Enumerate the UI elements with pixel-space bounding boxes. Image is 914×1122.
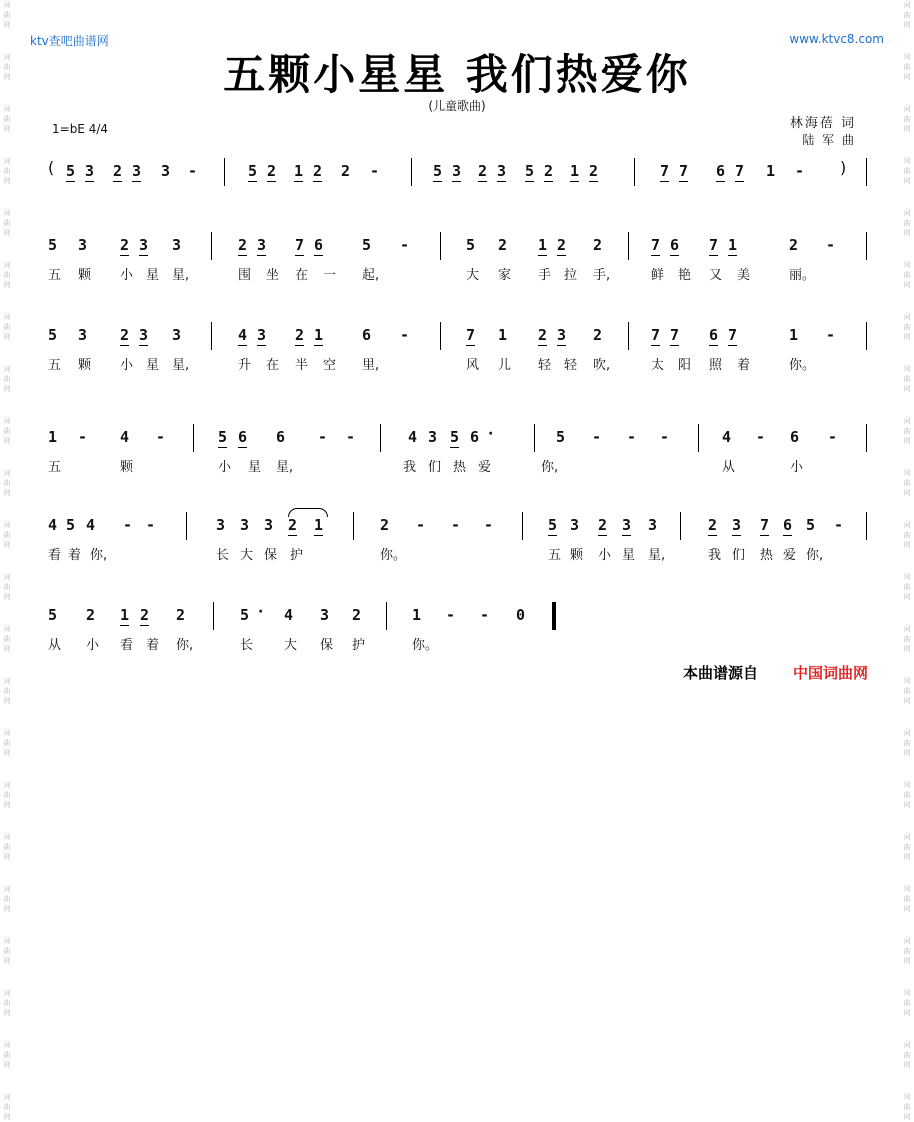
barline bbox=[224, 158, 225, 186]
barline bbox=[634, 158, 635, 186]
lyric-syllable: 五 bbox=[548, 548, 562, 563]
score-note: 5 bbox=[240, 606, 250, 624]
lyric-syllable: 照 bbox=[709, 358, 723, 373]
lyric-syllable: 大 bbox=[284, 638, 298, 653]
score-note: 7 bbox=[709, 236, 719, 254]
watermark-text: 词 曲 网 bbox=[3, 781, 11, 809]
barline bbox=[411, 158, 412, 186]
watermark-text: 词 曲 网 bbox=[3, 521, 11, 549]
lyric-syllable: 们 bbox=[428, 460, 442, 475]
lyric-syllable: 你, bbox=[806, 548, 824, 563]
note-extension: - bbox=[480, 606, 490, 624]
score-note: 5 bbox=[556, 428, 566, 446]
score-note: 2 bbox=[352, 606, 362, 624]
score-note: 2 bbox=[544, 162, 554, 180]
lyric-syllable: 阳 bbox=[678, 358, 692, 373]
lyric-syllable: 星 bbox=[146, 358, 160, 373]
lyric-syllable: 五 bbox=[48, 358, 62, 373]
lyric-syllable: 小 bbox=[120, 358, 134, 373]
note-extension: - bbox=[400, 236, 410, 254]
note-extension: - bbox=[370, 162, 380, 180]
score-note: 2 bbox=[593, 236, 603, 254]
final-barline bbox=[552, 602, 556, 630]
note-extension: - bbox=[446, 606, 456, 624]
score-note: 1 bbox=[294, 162, 304, 180]
note-extension: - bbox=[484, 516, 494, 534]
score-note: 2 bbox=[113, 162, 123, 180]
lyric-syllable: 从 bbox=[722, 460, 736, 475]
score-note: 5 bbox=[362, 236, 372, 254]
score-note: 7 bbox=[679, 162, 689, 180]
dotted-note-mark: · bbox=[488, 426, 494, 442]
lyric-syllable: 保 bbox=[264, 548, 278, 563]
note-extension: - bbox=[826, 326, 836, 344]
score-note: 3 bbox=[172, 326, 182, 344]
score-note: 4 bbox=[238, 326, 248, 344]
score-note: 3 bbox=[216, 516, 226, 534]
note-extension: - bbox=[756, 428, 766, 446]
score-note: 6 bbox=[362, 326, 372, 344]
score-note: 4 bbox=[408, 428, 418, 446]
barline bbox=[866, 322, 867, 350]
score-note: 1 bbox=[48, 428, 58, 446]
score-note: 4 bbox=[120, 428, 130, 446]
lyric-syllable: 起, bbox=[362, 268, 380, 283]
barline bbox=[193, 424, 194, 452]
lyric-syllable: 星, bbox=[172, 358, 190, 373]
score-note: 3 bbox=[240, 516, 250, 534]
lyric-syllable: 热 bbox=[453, 460, 467, 475]
lyric-syllable: 一 bbox=[323, 268, 337, 283]
watermark-text: 词 曲 网 bbox=[3, 417, 11, 445]
lyric-syllable: 星 bbox=[622, 548, 636, 563]
lyric-syllable: 坐 bbox=[266, 268, 280, 283]
lyric-syllable: 星, bbox=[172, 268, 190, 283]
watermark-text: 词 曲 网 bbox=[3, 1093, 11, 1121]
lyric-syllable: 鲜 bbox=[651, 268, 665, 283]
score-note: 3 bbox=[139, 326, 149, 344]
lyric-syllable: 你, bbox=[541, 460, 559, 475]
lyric-syllable: 轻 bbox=[564, 358, 578, 373]
watermark-text: 词 曲 网 bbox=[3, 1041, 11, 1069]
score-note: 6 bbox=[783, 516, 793, 534]
watermark-text: 词 曲 网 bbox=[903, 677, 911, 705]
barline bbox=[353, 512, 354, 540]
watermark-text: 词 曲 网 bbox=[903, 989, 911, 1017]
song-title: 五颗小星星 我们热爱你 bbox=[223, 50, 691, 99]
note-extension: - bbox=[627, 428, 637, 446]
watermark-text: 词 曲 网 bbox=[903, 573, 911, 601]
score-note: 5 bbox=[548, 516, 558, 534]
watermark-text: 词 曲 网 bbox=[3, 313, 11, 341]
system-line-1 bbox=[48, 232, 870, 283]
system-line-5 bbox=[48, 602, 870, 653]
barline bbox=[440, 322, 441, 350]
watermark-text: 词 曲 网 bbox=[903, 521, 911, 549]
score-note: 5 bbox=[66, 516, 76, 534]
score-note: 2 bbox=[86, 606, 96, 624]
note-extension: - bbox=[146, 516, 156, 534]
score-note: 3 bbox=[161, 162, 171, 180]
barline bbox=[440, 232, 441, 260]
score-note: 2 bbox=[538, 326, 548, 344]
score-note: 1 bbox=[570, 162, 580, 180]
source-site-link[interactable]: 中国词曲网 bbox=[793, 664, 869, 682]
watermark-text: 词 曲 网 bbox=[3, 53, 11, 81]
score-note: 2 bbox=[295, 326, 305, 344]
score-note: 2 bbox=[313, 162, 323, 180]
score-note: 5 bbox=[806, 516, 816, 534]
watermark-text: 词 曲 网 bbox=[3, 1, 11, 29]
score-note: 3 bbox=[132, 162, 142, 180]
score-note: 2 bbox=[557, 236, 567, 254]
score-note: 2 bbox=[120, 326, 130, 344]
lyric-syllable: 热 bbox=[760, 548, 774, 563]
watermark-text: 词 曲 网 bbox=[3, 209, 11, 237]
watermark-text: 词 曲 网 bbox=[3, 989, 11, 1017]
barline bbox=[866, 158, 867, 186]
lyric-syllable: 大 bbox=[466, 268, 480, 283]
system-line-3 bbox=[48, 424, 870, 475]
lyric-syllable: 在 bbox=[295, 268, 309, 283]
score-note: 3 bbox=[257, 236, 267, 254]
score-note: 0 bbox=[516, 606, 526, 624]
watermark-text: 词 曲 网 bbox=[903, 105, 911, 133]
note-extension: - bbox=[123, 516, 133, 534]
score-note: 3 bbox=[257, 326, 267, 344]
barline bbox=[213, 602, 214, 630]
score-note: 1 bbox=[789, 326, 799, 344]
watermark-text: 词 曲 网 bbox=[3, 833, 11, 861]
lyric-syllable: 我 bbox=[708, 548, 722, 563]
score-note: 1 bbox=[120, 606, 130, 624]
note-extension: - bbox=[828, 428, 838, 446]
note-extension: - bbox=[834, 516, 844, 534]
score-note: 1 bbox=[766, 162, 776, 180]
lyricist-credit: 林海蓓 词 bbox=[789, 116, 856, 131]
watermark-text: 词 曲 网 bbox=[903, 1, 911, 29]
score-note: 2 bbox=[589, 162, 599, 180]
score-note: 5 bbox=[48, 326, 58, 344]
score-note: 5 bbox=[66, 162, 76, 180]
composer-credit: 陆 军 曲 bbox=[802, 133, 856, 147]
score-note: 2 bbox=[593, 326, 603, 344]
lyric-syllable: 艳 bbox=[678, 268, 692, 283]
score-note: 2 bbox=[238, 236, 248, 254]
lyric-syllable: 从 bbox=[48, 638, 62, 653]
watermark-text: 词 曲 网 bbox=[3, 469, 11, 497]
lyric-syllable: 大 bbox=[240, 548, 254, 563]
score-note: 3 bbox=[452, 162, 462, 180]
score-note: 7 bbox=[466, 326, 476, 344]
site-url-right[interactable]: www.ktvc8.com bbox=[789, 32, 884, 46]
lyric-syllable: 手 bbox=[538, 268, 552, 283]
lyric-syllable: 颗 bbox=[78, 358, 92, 373]
watermark-text: 词 曲 网 bbox=[903, 885, 911, 913]
lyric-syllable: 五 bbox=[48, 268, 62, 283]
barline bbox=[680, 512, 681, 540]
score-note: 2 bbox=[478, 162, 488, 180]
score-note: 2 bbox=[120, 236, 130, 254]
watermark-text: 词 曲 网 bbox=[903, 313, 911, 341]
lyric-syllable: 小 bbox=[790, 460, 804, 475]
score-note: 6 bbox=[670, 236, 680, 254]
note-extension: - bbox=[416, 516, 426, 534]
score-note: 7 bbox=[728, 326, 738, 344]
score-note: 4 bbox=[48, 516, 58, 534]
score-note: 3 bbox=[497, 162, 507, 180]
watermark-text: 词 曲 网 bbox=[3, 573, 11, 601]
score-note: 2 bbox=[267, 162, 277, 180]
score-note: 7 bbox=[760, 516, 770, 534]
score-note: 3 bbox=[648, 516, 658, 534]
score-note: 5 bbox=[48, 236, 58, 254]
song-subtitle: (儿童歌曲) bbox=[428, 99, 486, 113]
watermark-text: 词 曲 网 bbox=[903, 469, 911, 497]
dotted-note-mark: · bbox=[258, 604, 264, 620]
score-note: 2 bbox=[789, 236, 799, 254]
tie-slur bbox=[288, 508, 328, 517]
score-note: 2 bbox=[341, 162, 351, 180]
key-signature: 1=bE 4/4 bbox=[52, 122, 109, 136]
system-intro bbox=[48, 158, 870, 188]
lyric-syllable: 拉 bbox=[564, 268, 578, 283]
score-note: 6 bbox=[314, 236, 324, 254]
watermark-text: 词 曲 网 bbox=[3, 105, 11, 133]
score-note: 3 bbox=[622, 516, 632, 534]
note-extension: - bbox=[400, 326, 410, 344]
barline bbox=[866, 424, 867, 452]
lyric-syllable: 颗 bbox=[120, 460, 134, 475]
score-note: 5 bbox=[48, 606, 58, 624]
score-note: 2 bbox=[498, 236, 508, 254]
score-note: 7 bbox=[670, 326, 680, 344]
score-note: 3 bbox=[428, 428, 438, 446]
watermark-text: 词 曲 网 bbox=[903, 365, 911, 393]
score-note: 1 bbox=[498, 326, 508, 344]
score-note: 5 bbox=[466, 236, 476, 254]
score-note: 6 bbox=[716, 162, 726, 180]
lyric-syllable: 长 bbox=[216, 548, 230, 563]
watermark-text: 词 曲 网 bbox=[903, 1093, 911, 1121]
barline bbox=[628, 322, 629, 350]
note-extension: - bbox=[156, 428, 166, 446]
score-note: 4 bbox=[284, 606, 294, 624]
lyric-syllable: 颗 bbox=[78, 268, 92, 283]
lyric-syllable: 看 bbox=[48, 548, 62, 563]
lyric-syllable: 星, bbox=[276, 460, 294, 475]
barline bbox=[186, 512, 187, 540]
watermark-text: 词 曲 网 bbox=[903, 417, 911, 445]
lyric-syllable: 升 bbox=[238, 358, 252, 373]
watermark-text: 词 曲 网 bbox=[903, 781, 911, 809]
barline bbox=[211, 232, 212, 260]
lyric-syllable: 丽。 bbox=[789, 268, 816, 283]
score-note: 3 bbox=[557, 326, 567, 344]
lyric-syllable: 五 bbox=[48, 460, 62, 475]
lyric-syllable: 你。 bbox=[789, 358, 816, 373]
lyric-syllable: 家 bbox=[498, 268, 512, 283]
score-note: 1 bbox=[728, 236, 738, 254]
watermark-text: 词 曲 网 bbox=[3, 625, 11, 653]
note-extension: - bbox=[78, 428, 88, 446]
watermark-text: 词 曲 网 bbox=[3, 937, 11, 965]
repeat-parenthesis: ) bbox=[840, 158, 847, 177]
score-note: 6 bbox=[709, 326, 719, 344]
lyric-syllable: 儿 bbox=[498, 358, 512, 373]
score-note: 1 bbox=[538, 236, 548, 254]
watermark-text: 词 曲 网 bbox=[3, 885, 11, 913]
lyric-syllable: 长 bbox=[240, 638, 254, 653]
score-note: 6 bbox=[276, 428, 286, 446]
score-note: 3 bbox=[139, 236, 149, 254]
note-extension: - bbox=[592, 428, 602, 446]
lyric-syllable: 你。 bbox=[412, 638, 439, 653]
site-name-left[interactable]: ktv查吧曲谱网 bbox=[30, 34, 109, 48]
lyric-syllable: 小 bbox=[598, 548, 612, 563]
watermark-text: 词 曲 网 bbox=[903, 937, 911, 965]
barline bbox=[534, 424, 535, 452]
watermark-text: 词 曲 网 bbox=[903, 625, 911, 653]
score-note: 1 bbox=[314, 516, 324, 534]
score-note: 7 bbox=[660, 162, 670, 180]
lyric-syllable: 着 bbox=[146, 638, 160, 653]
score-note: 3 bbox=[78, 236, 88, 254]
note-extension: - bbox=[795, 162, 805, 180]
lyric-syllable: 我 bbox=[403, 460, 417, 475]
score-note: 5 bbox=[433, 162, 443, 180]
lyric-syllable: 护 bbox=[290, 548, 304, 563]
barline bbox=[866, 512, 867, 540]
lyric-syllable: 轻 bbox=[538, 358, 552, 373]
score-note: 2 bbox=[176, 606, 186, 624]
lyric-syllable: 星, bbox=[648, 548, 666, 563]
score-note: 7 bbox=[651, 326, 661, 344]
score-note: 1 bbox=[314, 326, 324, 344]
lyric-syllable: 保 bbox=[320, 638, 334, 653]
watermark-text: 词 曲 网 bbox=[3, 677, 11, 705]
watermark-text: 词 曲 网 bbox=[903, 729, 911, 757]
score-note: 3 bbox=[264, 516, 274, 534]
barline bbox=[628, 232, 629, 260]
lyric-syllable: 爱 bbox=[478, 460, 492, 475]
system-line-4 bbox=[48, 512, 870, 563]
score-note: 3 bbox=[85, 162, 95, 180]
lyric-syllable: 小 bbox=[86, 638, 100, 653]
score-note: 7 bbox=[295, 236, 305, 254]
barline bbox=[522, 512, 523, 540]
note-extension: - bbox=[826, 236, 836, 254]
lyric-syllable: 小 bbox=[120, 268, 134, 283]
lyric-syllable: 又 bbox=[709, 268, 723, 283]
score-note: 3 bbox=[320, 606, 330, 624]
score-note: 7 bbox=[651, 236, 661, 254]
lyric-syllable: 爱 bbox=[783, 548, 797, 563]
score-note: 3 bbox=[172, 236, 182, 254]
watermark-text: 词 曲 网 bbox=[903, 157, 911, 185]
watermark-text: 词 曲 网 bbox=[903, 209, 911, 237]
score-note: 2 bbox=[380, 516, 390, 534]
lyric-syllable: 们 bbox=[732, 548, 746, 563]
repeat-parenthesis: ( bbox=[48, 158, 55, 177]
barline bbox=[211, 322, 212, 350]
lyric-syllable: 小 bbox=[218, 460, 232, 475]
score-note: 6 bbox=[790, 428, 800, 446]
lyric-syllable: 空 bbox=[323, 358, 337, 373]
barline bbox=[386, 602, 387, 630]
watermark-text: 词 曲 网 bbox=[903, 53, 911, 81]
note-extension: - bbox=[188, 162, 198, 180]
lyric-syllable: 你。 bbox=[380, 548, 407, 563]
note-extension: - bbox=[451, 516, 461, 534]
score-note: 2 bbox=[598, 516, 608, 534]
lyric-syllable: 看 bbox=[120, 638, 134, 653]
score-note: 5 bbox=[218, 428, 228, 446]
lyric-syllable: 里, bbox=[362, 358, 380, 373]
lyric-syllable: 手, bbox=[593, 268, 611, 283]
score-note: 6 bbox=[470, 428, 480, 446]
score-note: 5 bbox=[248, 162, 258, 180]
score-note: 7 bbox=[735, 162, 745, 180]
watermark-text: 词 曲 网 bbox=[3, 261, 11, 289]
score-note: 1 bbox=[412, 606, 422, 624]
watermark-text: 词 曲 网 bbox=[903, 1041, 911, 1069]
lyric-syllable: 太 bbox=[651, 358, 665, 373]
lyric-syllable: 风 bbox=[466, 358, 480, 373]
score-note: 2 bbox=[288, 516, 298, 534]
lyric-syllable: 星 bbox=[248, 460, 262, 475]
lyric-syllable: 星 bbox=[146, 268, 160, 283]
system-line-2 bbox=[48, 322, 870, 373]
lyric-syllable: 护 bbox=[352, 638, 366, 653]
watermark-text: 词 曲 网 bbox=[903, 833, 911, 861]
lyric-syllable: 颗 bbox=[570, 548, 584, 563]
score-note: 5 bbox=[525, 162, 535, 180]
watermark-text: 词 曲 网 bbox=[3, 365, 11, 393]
score-note: 5 bbox=[450, 428, 460, 446]
score-note: 6 bbox=[238, 428, 248, 446]
barline bbox=[866, 232, 867, 260]
watermark-text: 词 曲 网 bbox=[3, 157, 11, 185]
lyric-syllable: 你, bbox=[90, 548, 108, 563]
score-note: 2 bbox=[708, 516, 718, 534]
lyric-syllable: 美 bbox=[737, 268, 751, 283]
score-note: 4 bbox=[86, 516, 96, 534]
watermark-text: 词 曲 网 bbox=[3, 729, 11, 757]
score-note: 2 bbox=[140, 606, 150, 624]
barline bbox=[698, 424, 699, 452]
lyric-syllable: 围 bbox=[238, 268, 252, 283]
lyric-syllable: 吹, bbox=[593, 358, 611, 373]
score-note: 3 bbox=[78, 326, 88, 344]
score-note: 3 bbox=[570, 516, 580, 534]
score-note: 4 bbox=[722, 428, 732, 446]
barline bbox=[380, 424, 381, 452]
watermark-text: 词 曲 网 bbox=[903, 261, 911, 289]
note-extension: - bbox=[346, 428, 356, 446]
score-note: 3 bbox=[732, 516, 742, 534]
lyric-syllable: 半 bbox=[295, 358, 309, 373]
lyric-syllable: 在 bbox=[266, 358, 280, 373]
lyric-syllable: 着 bbox=[68, 548, 82, 563]
source-label: 本曲谱源自 bbox=[683, 664, 759, 682]
note-extension: - bbox=[318, 428, 328, 446]
note-extension: - bbox=[660, 428, 670, 446]
lyric-syllable: 你, bbox=[176, 638, 194, 653]
lyric-syllable: 着 bbox=[737, 358, 751, 373]
